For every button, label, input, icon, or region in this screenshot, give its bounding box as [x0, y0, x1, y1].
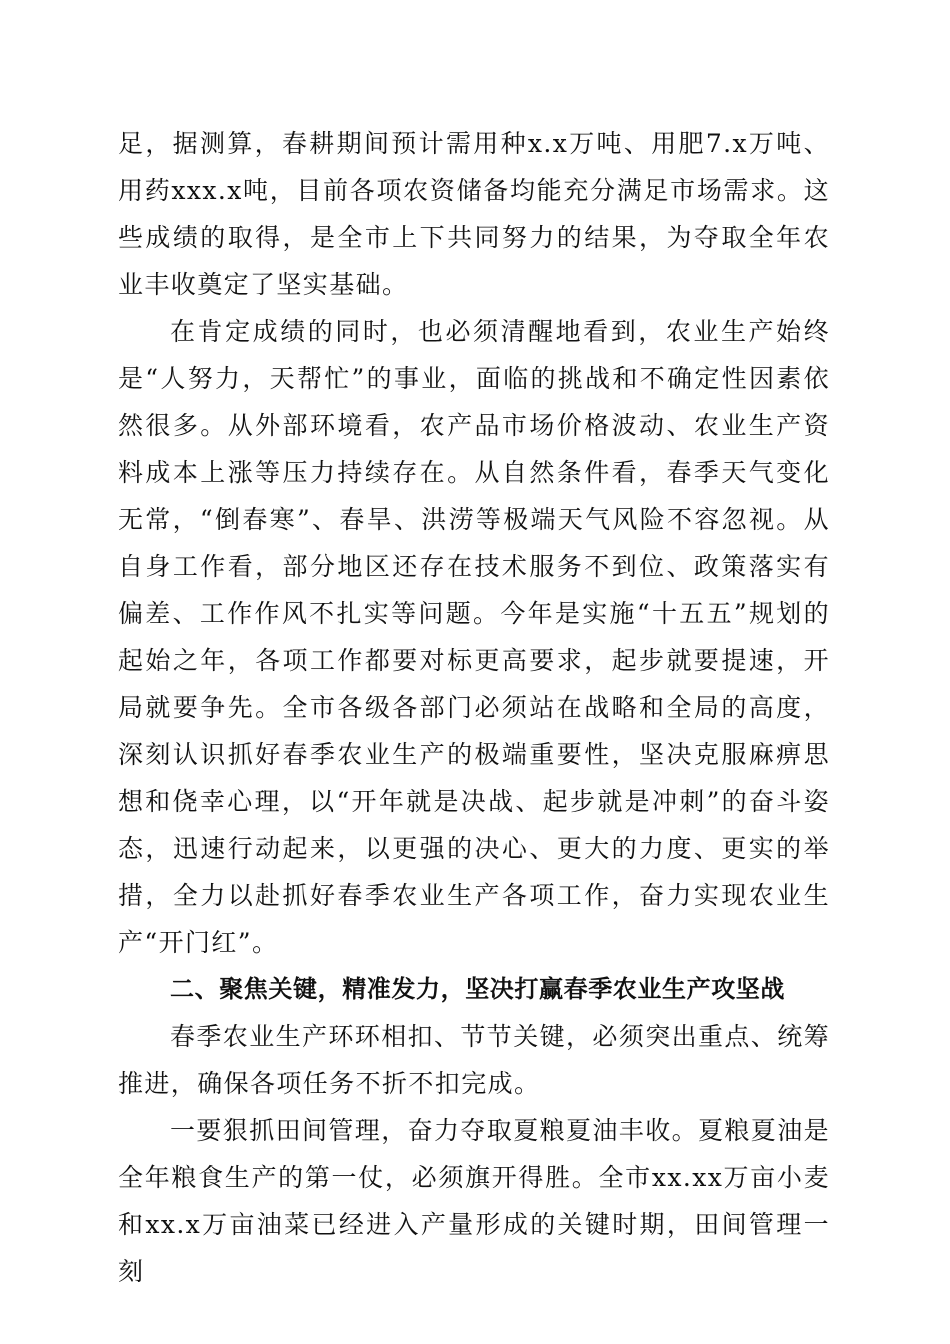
document-body: [118, 120, 830, 1295]
paragraph-challenges: 在肯定成绩的同时，也必须清醒地看到，农业生产始终是“人努力，天帮忙”的事业，面临的挑战和不确定性因素依然很多。从外部环境看，农产品市场价格波动、农业生产资料成本上涨等压力持续存在。从自然条件看，春季天气变化无常，“倒春寒”、春旱、洪涝等极端天气风险不容忽视。从自身工作看，部分地区还存在技术服务不到位、政策落实有偏差、工作作风不扎实等问题。今年是实施“十五五”规划的起始之年，各项工作都要对标更高要求，起步就要提速，开局就要争先。全市各级各部门必须站在战略和全局的高度，深刻认识抓好春季农业生产的极端重要性，坚决克服麻痹思想和侥幸心理，以“开年就是决战、起步就是冲刺”的奋斗姿态，迅速行动起来，以更强的决心、更大的力度、更实的举措，全力以赴抓好春季农业生产各项工作，奋力实现农业生产“开门红”。: [118, 317, 830, 957]
section-heading: 二、聚焦关键，精准发力，坚决打赢春季农业生产攻坚战: [170, 975, 785, 1003]
paragraph-field-management: 一要狠抓田间管理，奋力夺取夏粮夏油丰收。夏粮夏油是全年粮食生产的第一仗，必须旗开得胜。全市xx.xx万亩小麦和xx.x万亩油菜已经进入产量形成的关键时期，田间管理一刻: [118, 1116, 831, 1286]
paragraph-section-intro: 春季农业生产环环相扣、节节关键，必须突出重点、统筹推进，确保各项任务不折不扣完成。: [118, 1022, 831, 1098]
paragraph-continuation: 足，据测算，春耕期间预计需用种x.x万吨、用肥7.x万吨、用药xxx.x吨，目前各项农资储备均能充分满足市场需求。这些成绩的取得，是全市上下共同努力的结果，为夺取全年农业丰收奠定了坚实基础。: [118, 129, 830, 299]
